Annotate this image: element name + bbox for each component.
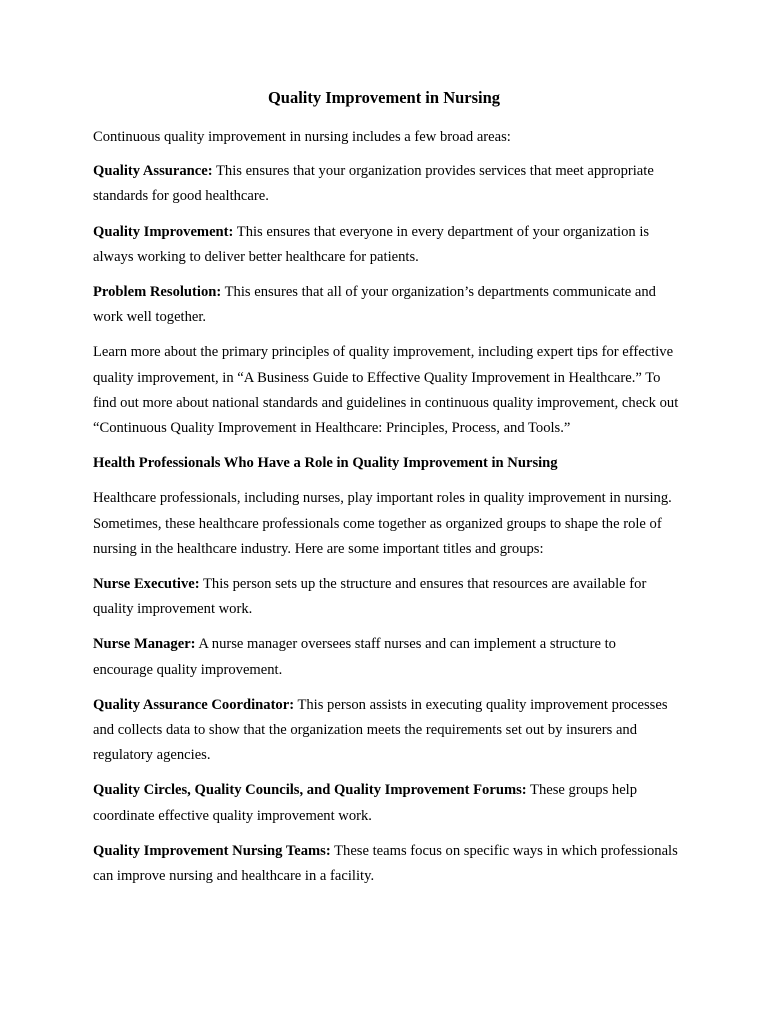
section-heading: Health Professionals Who Have a Role in Quality Improvement in Nursing <box>93 455 558 472</box>
area-term: Quality Improvement: <box>93 223 234 240</box>
learn-more-paragraph: Learn more about the primary principles of quality improvement, including expert tips for effective quality improvement, in “A Business Guide to Effective Quality Improvement in Healthcare.” To find out more about national standards and guidelines in continuous quality improvement, check out “Continuous Quality Improvement in Healthcare: Principles, Process, and Tools.” <box>93 344 679 437</box>
role-term: Quality Assurance Coordinator: <box>93 696 295 713</box>
role-nurse-executive <box>93 572 679 622</box>
section-intro-paragraph: Healthcare professionals, including nurses, play important roles in quality improvement in nursing. Sometimes, these healthcare professionals come together as organized groups to shape the role of nursing in the healthcare industry. Here are some important titles and groups: <box>93 490 672 557</box>
area-text: This ensures that everyone in every department of your organization is always working to deliver better healthcare for patients. <box>93 223 650 265</box>
page-title: Quality Improvement in Nursing <box>267 88 501 107</box>
role-term: Quality Circles, Quality Councils, and Quality Improvement Forums: <box>93 782 527 799</box>
area-text: This ensures that all of your organization’s departments communicate and work well together. <box>93 284 656 326</box>
role-quality-circles <box>93 778 679 828</box>
role-text: These groups help coordinate effective quality improvement work. <box>93 782 638 824</box>
document-page <box>93 86 679 899</box>
area-quality-improvement <box>93 220 679 270</box>
area-text: This ensures that your organization provides services that meet appropriate standards for good healthcare. <box>93 163 654 205</box>
area-quality-assurance <box>93 159 679 209</box>
role-text: This person sets up the structure and ensures that resources are available for quality improvement work. <box>93 576 647 618</box>
role-text: A nurse manager oversees staff nurses and can implement a structure to encourage quality improvement. <box>93 636 616 678</box>
role-term: Nurse Manager: <box>93 636 196 653</box>
area-term: Problem Resolution: <box>93 284 222 301</box>
role-text: This person assists in executing quality improvement processes and collects data to show that the organization meets the requirements set out by insurers and regulatory agencies. <box>93 696 668 764</box>
area-term: Quality Assurance: <box>93 163 213 180</box>
role-quality-assurance-coordinator <box>93 693 679 769</box>
role-nurse-manager <box>93 632 679 682</box>
role-text: These teams focus on specific ways in which professionals can improve nursing and healthcare in a facility. <box>93 842 678 885</box>
role-term: Nurse Executive: <box>93 576 200 593</box>
area-problem-resolution <box>93 280 679 330</box>
intro-paragraph: Continuous quality improvement in nursing includes a few broad areas: <box>93 129 511 145</box>
role-term: Quality Improvement Nursing Teams: <box>93 842 331 859</box>
role-quality-improvement-nursing-teams <box>93 839 679 889</box>
